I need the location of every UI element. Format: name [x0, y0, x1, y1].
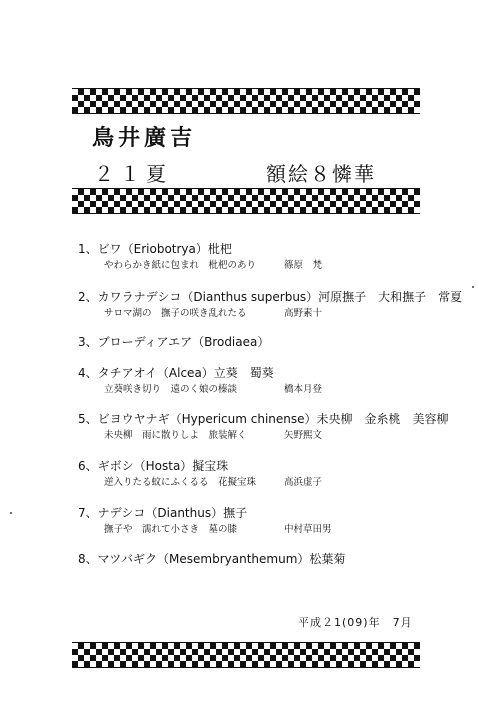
entry-heading: 7、ナデシコ（Dianthus）撫子: [78, 506, 248, 520]
checkered-band-middle: [72, 188, 420, 214]
list-item: [78, 366, 438, 396]
entry-heading: 4、タチアオイ（Alcea）立葵 蜀葵: [78, 366, 274, 380]
entry-poem-line: [104, 476, 438, 489]
list-item: [78, 242, 438, 272]
entry-heading: 1、ビワ（Eriobotrya）枇杷: [78, 242, 232, 256]
checkered-band-bottom: [72, 642, 420, 668]
scan-speck: [10, 512, 12, 514]
entry-heading: 3、ブローディアエア（Brodiaea）: [78, 335, 270, 349]
poem-text: 逆入りたる蚊にふくるる 花擬宝珠: [104, 477, 257, 488]
author-name: 鳥井廣吉: [92, 125, 197, 151]
poet-name: 中村草田男: [284, 524, 332, 535]
entry-poem-line: [104, 259, 438, 272]
list-item: [78, 335, 438, 350]
entry-poem-line: [104, 429, 438, 442]
poet-name: 橋本月登: [284, 384, 323, 395]
list-item: [78, 459, 438, 489]
poet-name: 篠原 梵: [284, 260, 323, 271]
season-label: ２１夏: [94, 162, 172, 186]
entry-poem-line: [104, 523, 438, 536]
poem-text: 撫子や 濡れて小さき 墓の膝: [104, 524, 238, 535]
entry-poem-line: [104, 383, 438, 396]
list-item: [78, 506, 438, 536]
poem-text: やわらかき紙に包まれ 枇杷のあり: [104, 260, 257, 271]
entry-heading: 8、マツバギク（Mesembryanthemum）松葉菊: [78, 552, 346, 566]
entry-heading: 5、ビヨウヤナギ（Hypericum chinense）未央柳 金糸桃 美容柳: [78, 412, 449, 426]
poem-text: 立葵咲き切り 遠のく娘の榛談: [104, 384, 238, 395]
scan-speck: [472, 286, 474, 288]
entry-heading: 2、カワラナデシコ（Dianthus superbus）河原撫子 大和撫子 常夏: [78, 290, 463, 304]
issue-date: 平成２1(09)年 7月: [298, 616, 413, 629]
poem-text: サロマ湖の 撫子の咲き乱れたる: [104, 308, 247, 319]
entry-heading: 6、ギボシ（Hosta）擬宝珠: [78, 459, 229, 473]
poet-name: 高野素十: [284, 308, 323, 319]
entry-poem-line: [104, 307, 438, 320]
list-item: [78, 552, 438, 567]
list-item: [78, 290, 463, 320]
series-title: 額絵８憐華: [266, 162, 376, 186]
checkered-band-top: [72, 88, 420, 114]
list-item: [78, 412, 449, 442]
poem-text: 未央柳 雨に散りしよ 旅装解く: [104, 430, 247, 441]
poet-name: 矢野熙文: [284, 430, 323, 441]
poet-name: 高浜虚子: [284, 477, 323, 488]
